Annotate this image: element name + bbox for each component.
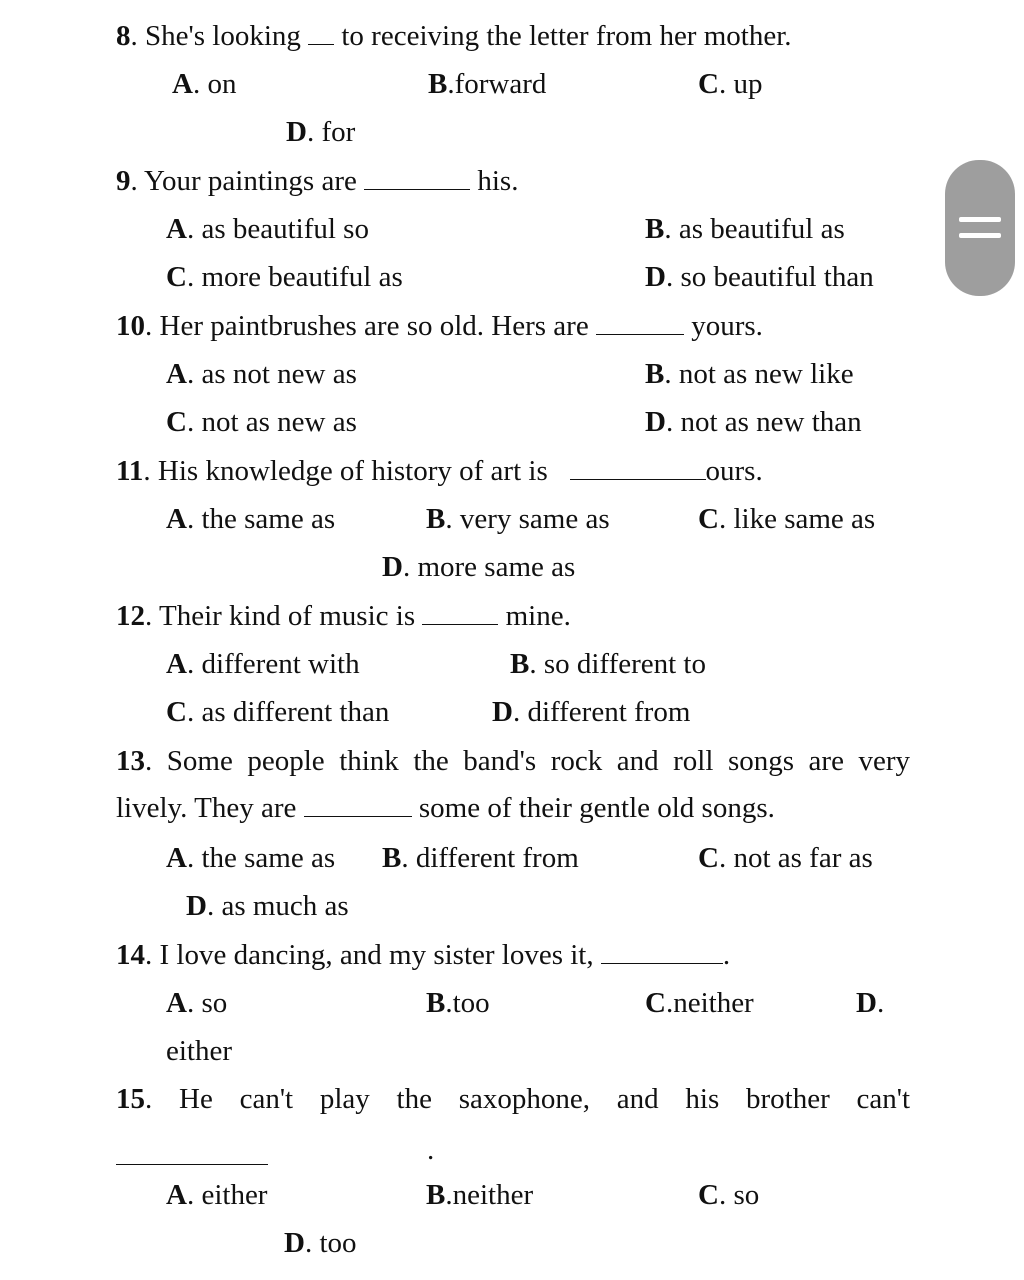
option-d[interactable]: D. more same as xyxy=(382,551,576,583)
option-d[interactable]: D. too xyxy=(284,1227,357,1259)
option-b[interactable]: B. not as new like xyxy=(645,358,854,390)
option-b[interactable]: B. as beautiful as xyxy=(645,213,845,245)
option-b[interactable]: B.too xyxy=(426,987,490,1019)
option-c[interactable]: C. as different than xyxy=(166,696,390,728)
option-c[interactable]: C.neither xyxy=(645,987,754,1019)
option-d[interactable]: D. as much as xyxy=(186,890,349,922)
option-b[interactable]: B. very same as xyxy=(426,503,610,535)
question-10: 10. Her paintbrushes are so old. Hers are yours. xyxy=(116,310,763,342)
question-stem: to receiving the letter from her mother. xyxy=(341,20,792,52)
option-a[interactable]: A. different with xyxy=(166,648,360,680)
option-a[interactable]: A. the same as xyxy=(166,842,336,874)
option-c[interactable]: C. not as new as xyxy=(166,406,357,438)
option-d[interactable]: D. not as new than xyxy=(645,406,862,438)
question-15-period: . xyxy=(427,1134,435,1166)
question-9: 9. Your paintings are his. xyxy=(116,165,519,197)
answer-blank[interactable] xyxy=(116,1142,268,1165)
scroll-handle-icon[interactable] xyxy=(945,160,1015,296)
option-a[interactable]: A. the same as xyxy=(166,503,336,535)
option-b[interactable]: B. different from xyxy=(382,842,579,874)
question-number: 8 xyxy=(116,20,131,52)
option-c[interactable]: C. so xyxy=(698,1179,760,1211)
question-8: 8. She's looking to receiving the letter from her mother. xyxy=(116,20,792,52)
option-a[interactable]: A. either xyxy=(166,1179,268,1211)
answer-blank[interactable] xyxy=(308,22,334,45)
question-15-line-2 xyxy=(116,1138,268,1174)
option-d-wrapped-text: either xyxy=(166,1035,233,1067)
option-b[interactable]: B. so different to xyxy=(510,648,706,680)
option-a[interactable]: A. on xyxy=(172,68,237,100)
option-a[interactable]: A. so xyxy=(166,987,228,1019)
option-d[interactable]: D. for xyxy=(286,116,356,148)
question-12: 12. Their kind of music is mine. xyxy=(116,600,571,632)
answer-blank[interactable] xyxy=(570,457,706,480)
option-a[interactable]: A. as beautiful so xyxy=(166,213,369,245)
option-a[interactable]: A. as not new as xyxy=(166,358,357,390)
option-d[interactable]: D. so beautiful than xyxy=(645,261,874,293)
answer-blank[interactable] xyxy=(304,794,412,817)
answer-blank[interactable] xyxy=(601,941,723,964)
option-b[interactable]: B.neither xyxy=(426,1179,534,1211)
question-13-line-2: lively. They are some of their gentle old songs. xyxy=(116,792,775,824)
answer-blank[interactable] xyxy=(596,312,684,335)
option-d[interactable]: D. different from xyxy=(492,696,691,728)
option-c[interactable]: C. more beautiful as xyxy=(166,261,403,293)
option-c[interactable]: C. not as far as xyxy=(698,842,873,874)
option-c[interactable]: C. up xyxy=(698,68,763,100)
answer-blank[interactable] xyxy=(364,167,470,190)
answer-blank[interactable] xyxy=(422,602,498,625)
option-b[interactable]: B.forward xyxy=(428,68,547,100)
option-c[interactable]: C. like same as xyxy=(698,503,876,535)
question-14: 14. I love dancing, and my sister loves it, . xyxy=(116,939,731,971)
question-13: 13. Some people think the band's rock and roll songs are very xyxy=(116,745,910,777)
question-15: 15. He can't play the saxophone, and his brother can't xyxy=(116,1083,911,1115)
question-stem: She's looking xyxy=(145,20,301,52)
question-11: 11. His knowledge of history of art is ours. xyxy=(116,455,763,487)
option-d[interactable]: D. xyxy=(856,987,885,1019)
